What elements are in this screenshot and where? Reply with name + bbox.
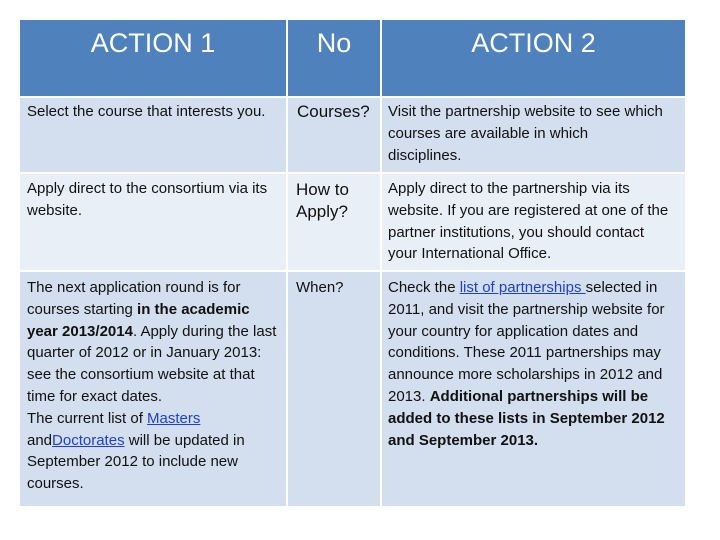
row-2-action-2 <box>382 174 685 270</box>
row-3-no-text: When? <box>296 279 344 296</box>
row-3-action-2 <box>382 272 685 506</box>
row-3-action-1-p1c: . Apply during the last quarter of 2012 or in January 2013: see the consortium website at that time for exact dates. <box>27 322 277 405</box>
row-1-action-2-text: Visit the partnership website to see which courses are available in which disciplines. <box>388 103 663 164</box>
row-3-action-2-a: Check the <box>388 279 460 296</box>
row-1-action-1 <box>20 98 286 172</box>
header-no-label: No <box>316 28 352 58</box>
row-3-action-1-p2b: and <box>27 431 53 449</box>
row-2-action-2-text: Apply direct to the partnership via its website. If you are registered at one of the partner institutions, you should contact your International Office. <box>388 180 669 263</box>
doctorates-link[interactable]: Doctorates <box>52 431 125 449</box>
header-no <box>288 20 380 96</box>
row-3-action-1-p2c: will be updated in September 2012 to include new courses. <box>27 431 245 493</box>
row-2-no-text: How to Apply? <box>296 180 349 221</box>
row-2-action-1-text: Apply direct to the consortium via its website. <box>27 180 268 219</box>
row-1-no-text: Courses? <box>297 102 370 121</box>
list-of-partnerships-link[interactable]: list of partnerships <box>459 279 586 296</box>
row-1-action-1-text: Select the course that interests you. <box>27 103 266 120</box>
header-action-1 <box>20 20 286 96</box>
row-3-action-2-b: selected in 2011, and visit the partnership website for your country for application dates and conditions. These 2011 partnerships may announce more scholarships in 2012 and 2013. <box>388 279 665 405</box>
row-3-action-1 <box>20 272 286 506</box>
row-3-academic-year-emphasis: in the academic year 2013/2014 <box>27 300 250 340</box>
row-1-no <box>288 98 380 172</box>
row-1-action-2 <box>382 98 685 172</box>
row-2-action-1 <box>20 174 286 270</box>
row-3-action-2-bold-note: Additional partnerships will be added to these lists in September 2012 and September 2013. <box>388 387 665 449</box>
row-3-action-1-p1a: The next application round is for courses starting <box>27 279 241 318</box>
info-table <box>20 20 685 506</box>
row-3-action-1-p2a: The current list of <box>27 409 148 427</box>
row-2-no <box>288 174 380 270</box>
header-action-2 <box>382 20 685 96</box>
header-action-2-label: ACTION 2 <box>471 28 596 58</box>
row-3-no <box>288 272 380 506</box>
header-action-1-label: ACTION 1 <box>90 28 216 58</box>
masters-link[interactable]: Masters <box>147 409 201 427</box>
